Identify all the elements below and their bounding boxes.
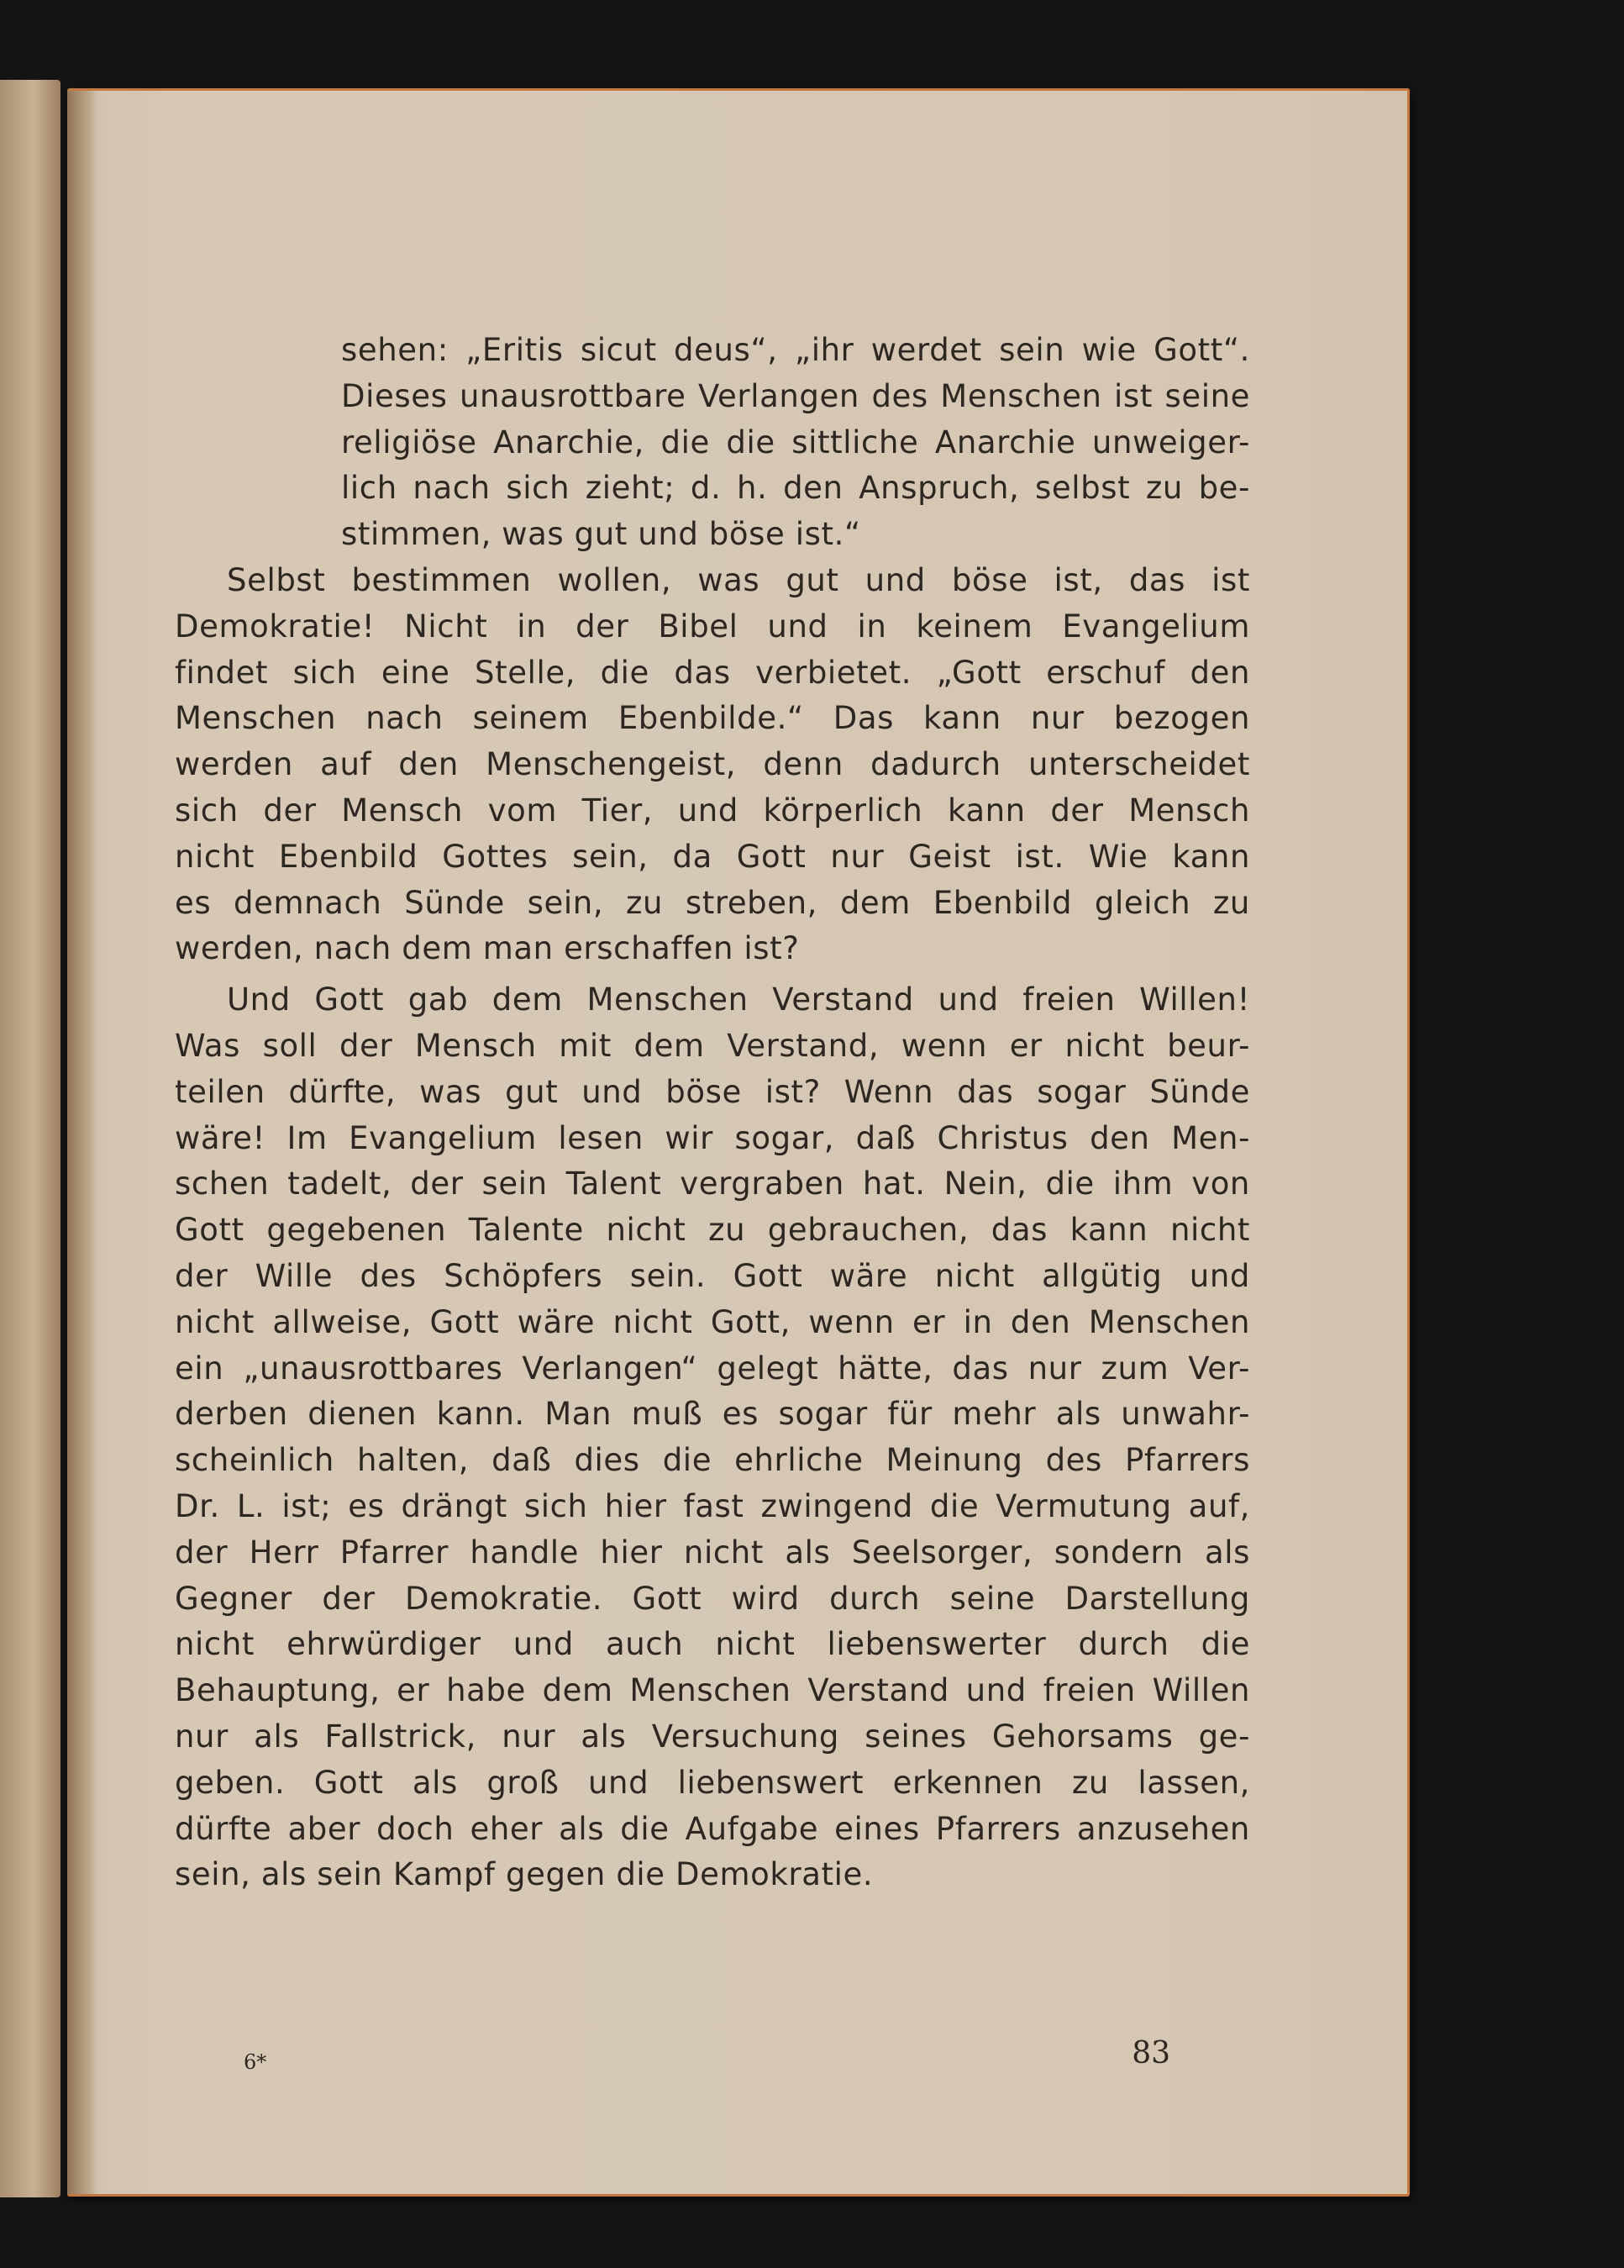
text-line: Gott gegebenen Talente nicht zu gebrauchen, das kann nicht	[175, 1212, 1250, 1249]
text-line: Demokratie! Nicht in der Bibel und in keinem Evangelium	[175, 608, 1250, 645]
text-line: Selbst bestimmen wollen, was gut und böse ist, das ist	[227, 561, 1250, 598]
text-line: werden auf den Menschengeist, denn dadurch unterscheidet	[175, 746, 1250, 783]
text-line: Behauptung, er habe dem Menschen Verstand und freien Willen	[175, 1672, 1250, 1709]
text-line: lich nach sich zieht; d. h. den Anspruch, selbst zu be-	[341, 470, 1250, 507]
text-line: ein „unausrottbares Verlangen“ gelegt hätte, das nur zum Ver-	[175, 1350, 1250, 1387]
text-line: werden, nach dem man erschaffen ist?	[175, 930, 800, 967]
text-line: nur als Fallstrick, nur als Versuchung seines Gehorsams ge-	[175, 1718, 1250, 1755]
text-line: sich der Mensch vom Tier, und körperlich kann der Mensch	[175, 792, 1250, 829]
text-line: nicht allweise, Gott wäre nicht Gott, wenn er in den Menschen	[175, 1303, 1250, 1340]
text-line: Was soll der Mensch mit dem Verstand, wenn er nicht beur-	[175, 1027, 1250, 1064]
paragraph	[175, 558, 1250, 972]
text-line: sehen: „Eritis sicut deus“, „ihr werdet sein wie Gott“.	[341, 332, 1250, 368]
text-line: religiöse Anarchie, die die sittliche Anarchie unweiger-	[341, 424, 1250, 460]
text-line: schen tadelt, der sein Talent vergraben hat. Nein, die ihm von	[175, 1166, 1250, 1202]
text-line: teilen dürfte, was gut und böse ist? Wenn das sogar Sünde	[175, 1073, 1250, 1110]
text-line: scheinlich halten, daß dies die ehrliche Meinung des Pfarrers	[175, 1442, 1250, 1479]
left-page-edge	[0, 80, 60, 2197]
book-page	[67, 88, 1410, 2197]
text-line: dürfte aber doch eher als die Aufgabe eines Pfarrers anzusehen	[175, 1810, 1250, 1847]
page-body-text	[175, 328, 1250, 1898]
text-line: Und Gott gab dem Menschen Verstand und freien Willen!	[227, 981, 1250, 1018]
text-line: Gegner der Demokratie. Gott wird durch seine Darstellung	[175, 1580, 1250, 1617]
text-line: Dieses unausrottbare Verlangen des Menschen ist seine	[341, 377, 1250, 414]
text-line: nicht Ebenbild Gottes sein, da Gott nur Geist ist. Wie kann	[175, 838, 1250, 875]
text-line: der Herr Pfarrer handle hier nicht als Seelsorger, sondern als	[175, 1534, 1250, 1571]
text-line: wäre! Im Evangelium lesen wir sogar, daß Christus den Men-	[175, 1119, 1250, 1156]
page-number: 83	[1132, 2036, 1170, 2071]
paragraph	[175, 977, 1250, 1898]
text-line: findet sich eine Stelle, die das verbietet. „Gott erschuf den	[175, 654, 1250, 691]
page-gutter	[67, 91, 97, 2194]
text-line: es demnach Sünde sein, zu streben, dem Ebenbild gleich zu	[175, 884, 1250, 921]
text-line: der Wille des Schöpfers sein. Gott wäre nicht allgütig und	[175, 1257, 1250, 1294]
text-line: Menschen nach seinem Ebenbilde.“ Das kann nur bezogen	[175, 700, 1250, 737]
text-line: derben dienen kann. Man muß es sogar für mehr als unwahr-	[175, 1396, 1250, 1433]
text-line: geben. Gott als groß und liebenswert erkennen zu lassen,	[175, 1764, 1250, 1801]
quote-block	[175, 328, 1250, 558]
text-line: stimmen, was gut und böse ist.“	[341, 516, 861, 553]
text-line: nicht ehrwürdiger und auch nicht liebenswerter durch die	[175, 1626, 1250, 1663]
signature-mark: 6*	[244, 2050, 267, 2074]
text-line: Dr. L. ist; es drängt sich hier fast zwingend die Vermutung auf,	[175, 1487, 1250, 1524]
text-line: sein, als sein Kampf gegen die Demokratie.	[175, 1856, 874, 1893]
